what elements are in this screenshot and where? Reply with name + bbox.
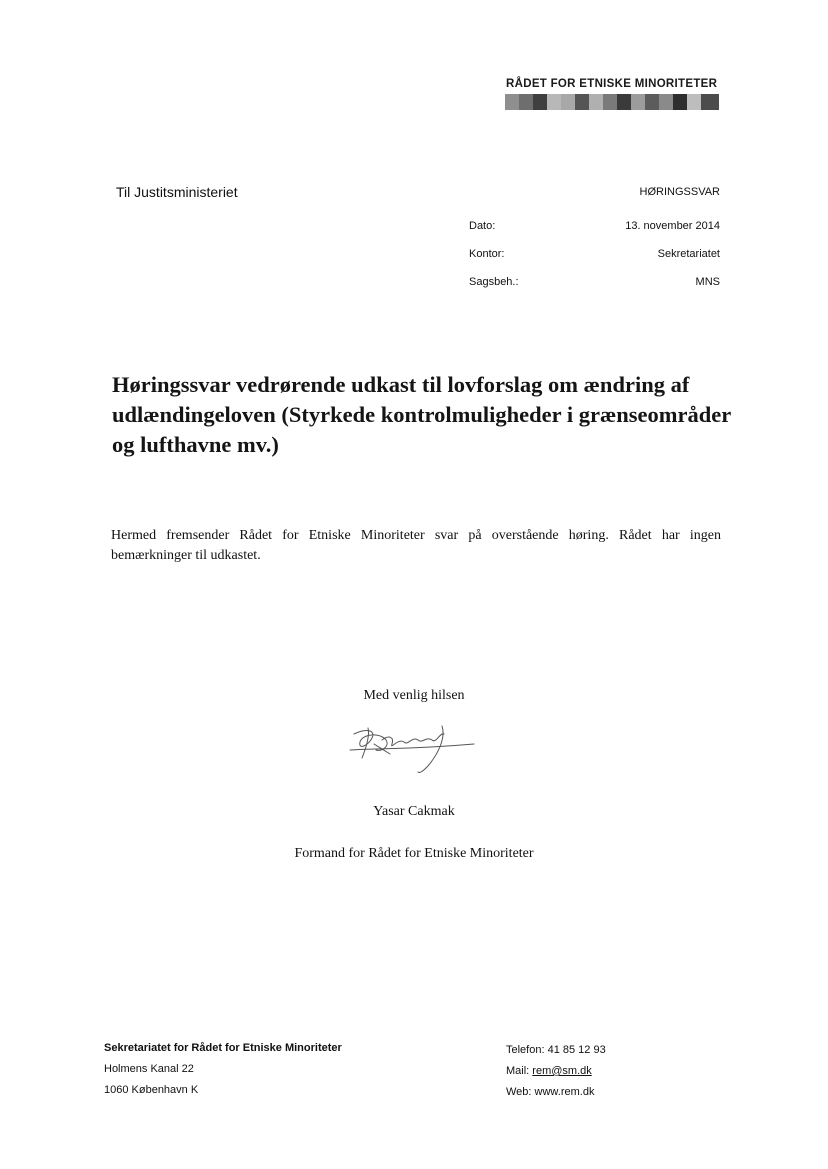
mail-label: Mail: — [506, 1065, 530, 1077]
signer-name: Yasar Cakmak — [373, 804, 455, 819]
recipient: Til Justitsministeriet — [116, 184, 238, 200]
logo-block — [659, 94, 673, 110]
logo-block — [687, 94, 701, 110]
logo-block — [561, 94, 575, 110]
subject-heading: Høringssvar vedrørende udkast til lovforslag om ændring af udlændingeloven (Styrkede kontrolmuligheder i grænseområder og lufthavne mv.) — [112, 372, 731, 457]
caseworker-label: Sagsbeh.: — [469, 276, 519, 288]
logo-block — [701, 94, 719, 110]
footer-mail — [506, 1061, 606, 1082]
date-label: Dato: — [469, 220, 496, 232]
phone-value: 41 85 12 93 — [547, 1044, 606, 1056]
date-value: 13. november 2014 — [625, 220, 720, 232]
phone-label: Telefon: — [506, 1044, 545, 1056]
footer-org-name: Sekretariatet for Rådet for Etniske Minoriteter — [104, 1042, 342, 1054]
logo-block — [505, 94, 519, 110]
logo-block — [645, 94, 659, 110]
logo-block — [533, 94, 547, 110]
logo-block — [631, 94, 645, 110]
caseworker-value: MNS — [695, 276, 720, 288]
logo-block — [547, 94, 561, 110]
organization-logo-bar — [505, 94, 719, 110]
footer-city: 1060 København K — [104, 1084, 199, 1096]
logo-block — [519, 94, 533, 110]
office-value: Sekretariatet — [657, 248, 720, 260]
signer-title: Formand for Rådet for Etniske Minoriteter — [294, 846, 534, 861]
handwritten-signature — [346, 720, 481, 780]
organization-logo-text: RÅDET FOR ETNISKE MINORITETER — [506, 78, 718, 90]
logo-block — [603, 94, 617, 110]
office-label: Kontor: — [469, 248, 505, 260]
logo-block — [673, 94, 687, 110]
logo-block — [575, 94, 589, 110]
logo-block — [589, 94, 603, 110]
mail-link[interactable]: rem@sm.dk — [532, 1065, 592, 1077]
web-label: Web: — [506, 1086, 532, 1098]
closing-greeting: Med venlig hilsen — [363, 688, 465, 703]
body-paragraph: Hermed fremsender Rådet for Etniske Minoriteter svar på overstående høring. Rådet har ingen bemærkninger til udkastet. — [111, 528, 721, 563]
web-link[interactable]: www.rem.dk — [534, 1086, 595, 1098]
logo-block — [617, 94, 631, 110]
footer-address — [104, 1038, 342, 1101]
footer-web — [506, 1082, 606, 1103]
footer-street: Holmens Kanal 22 — [104, 1063, 194, 1075]
document-type: HØRINGSSVAR — [639, 186, 720, 198]
footer-phone — [506, 1040, 606, 1061]
footer-contact — [506, 1040, 606, 1103]
